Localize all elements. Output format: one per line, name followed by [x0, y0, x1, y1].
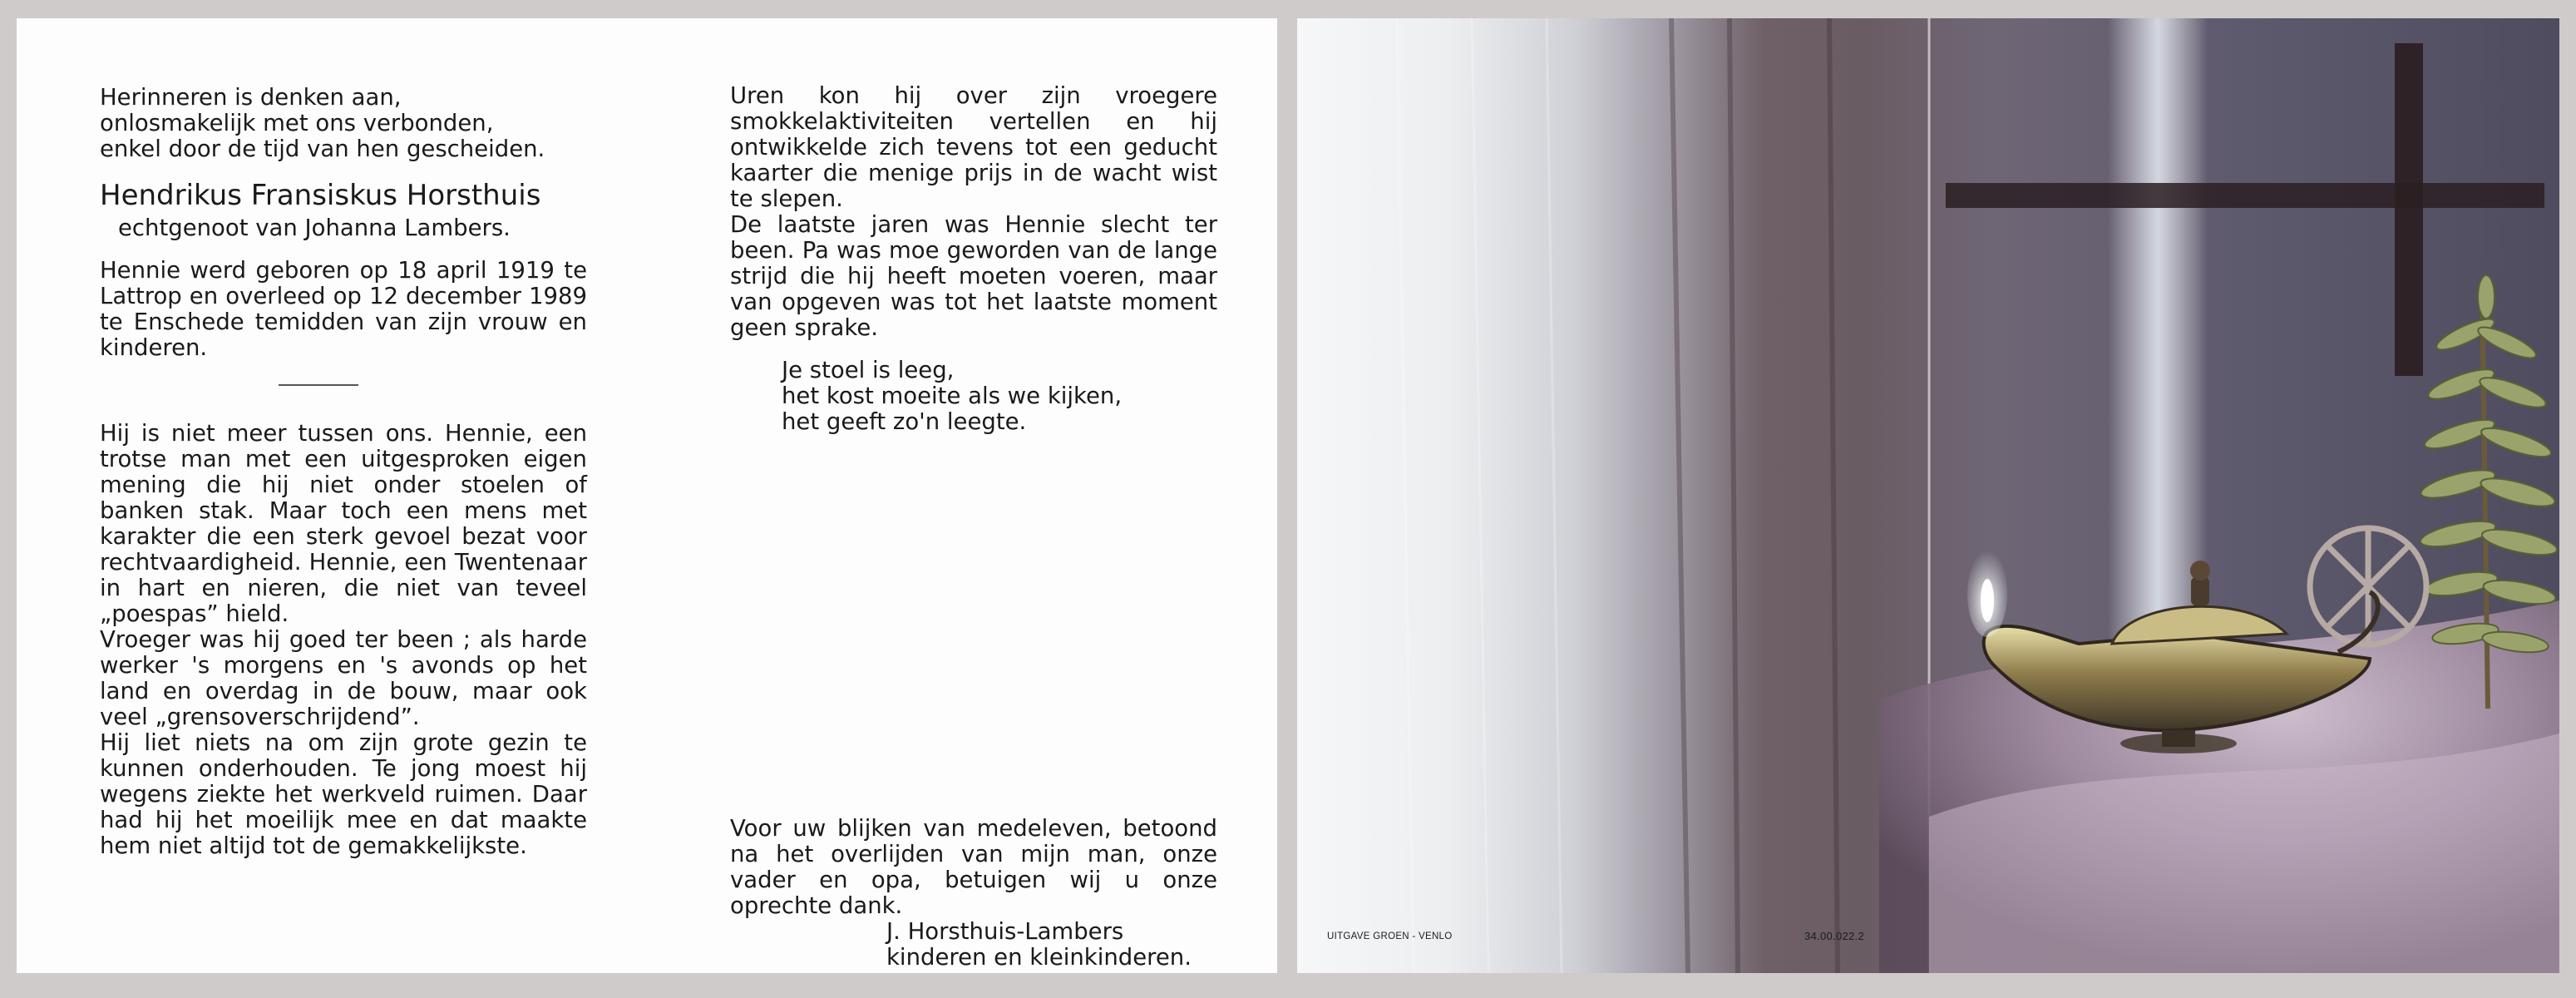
spouse-line: echtgenoot van Johanna Lambers.: [118, 215, 511, 241]
birth-death-paragraph: Hennie werd geboren op 18 april 1919 te Lattrop en overleed op 12 december 1989 te Enschede temidden van zijn vrouw en kinderen.: [100, 257, 587, 361]
memorial-artwork-card: [1297, 18, 2559, 973]
intro-verse: Herinneren is denken aan, onlosmakelijk met ons verbonden, enkel door de tijd van hen gescheiden.: [100, 84, 545, 162]
stories-paragraph: Uren kon hij over zijn vroegere smokkelaktiviteiten vertellen en hij ontwikkelde zich tevens tot een geducht kaarter die menige prijs in de wacht wist te slepen.: [730, 82, 1217, 212]
memorial-text-card: [17, 18, 1277, 973]
poem: Je stoel is leeg, het kost moeite als we kijken, het geeft zo'n leegte.: [782, 357, 1123, 435]
left-text-column: [100, 85, 587, 859]
artwork-illustration: [1297, 18, 2559, 973]
publisher-imprint: UITGAVE GROEN - VENLO: [1327, 931, 1453, 941]
signature-family: kinderen en kleinkinderen.: [886, 944, 1192, 971]
right-text-column: [730, 83, 1217, 971]
last-years-paragraph: De laatste jaren was Hennie slecht ter been. Pa was moe geworden van de lange strijd die hij heeft moeten voeren, maar van opgeven was tot het laatste moment geen sprake.: [730, 211, 1217, 341]
catalog-number: 34.00.022.2: [1804, 930, 1864, 942]
signature-name: J. Horsthuis-Lambers: [886, 918, 1124, 945]
biography-paragraph-2: Vroeger was hij goed ter been ; als harde werker 's morgens en 's avonds op het land en overdag in de bouw, maar ook veel „grensoverschrijdend”.: [100, 626, 587, 730]
thanks-paragraph: Voor uw blijken van medeleven, betoond na het overlijden van mijn man, onze vader en opa, betuigen wij u onze oprechte dank.: [730, 815, 1217, 919]
section-divider: [279, 384, 358, 386]
biography-paragraph-3: Hij liet niets na om zijn grote gezin te kunnen onderhouden. Te jong moest hij wegens ziekte het werkveld ruimen. Daar had hij het moeilijk mee en dat maakte hem niet altijd tot de gemakkelijkste.: [100, 729, 587, 859]
deceased-name: Hendrikus Fransiskus Horsthuis: [100, 179, 541, 212]
biography-paragraph: Hij is niet meer tussen ons. Hennie, een trotse man met een uitgesproken eigen mening die hij niet onder stoelen of banken stak. Maar toch een mens met karakter die een sterk gevoel bezat voor rechtvaardigheid. Hennie, een Twentenaar in hart en nieren, die niet van teveel „poespas” hield.: [100, 420, 587, 627]
